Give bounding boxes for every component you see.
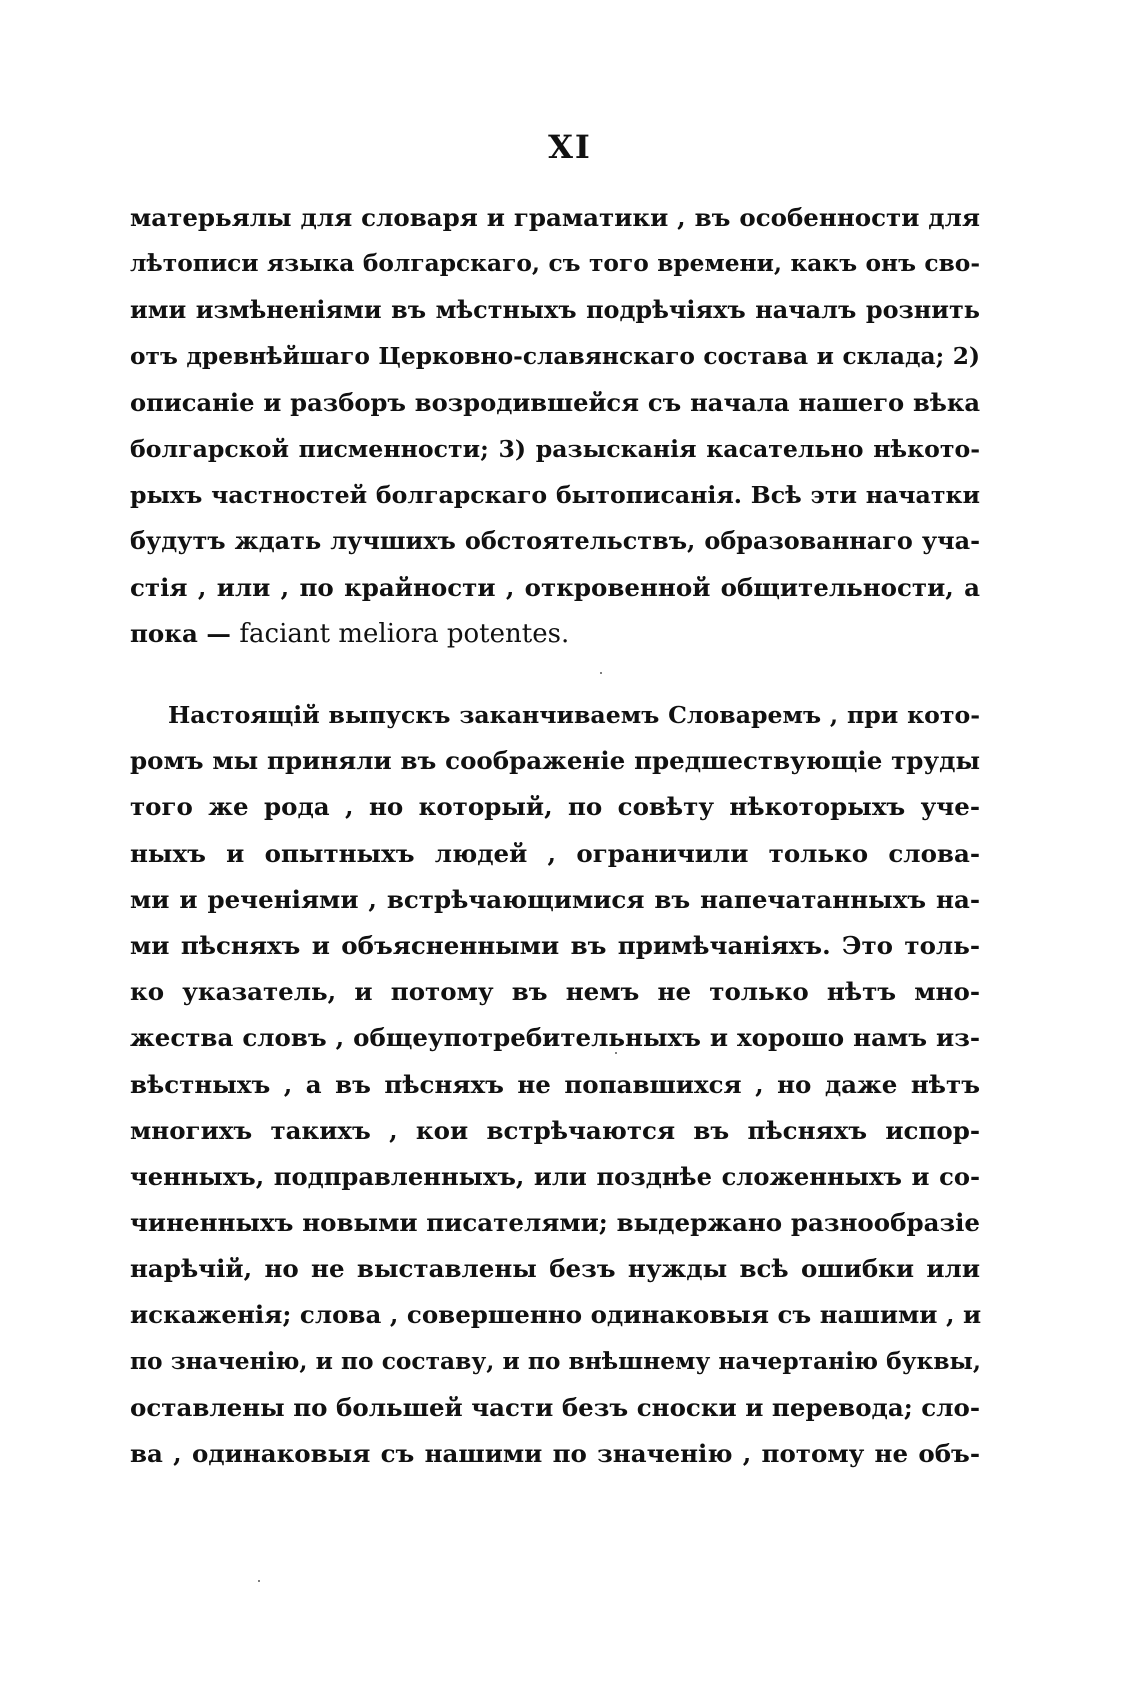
paragraph-2 (130, 692, 980, 1477)
text-line: вѣстныхъ , а въ пѣсняхъ не попавшихся , но даже нѣтъ (130, 1069, 980, 1099)
text-line: жества словъ , общеупотребительныхъ и хорошо намъ из- (130, 1023, 980, 1053)
text-line: отъ древнѣйшаго Церковно-славянскаго состава и склада; 2) (130, 342, 980, 370)
text-line: ныхъ и опытныхъ людей , ограничили только слова- (130, 838, 980, 868)
page-number: XI (548, 128, 592, 166)
latin-quote: faciant meliora potentes. (239, 618, 570, 649)
text-line: матерьялы для словаря и граматики , въ особенности для (130, 203, 980, 232)
text-line: искаженія; слова , совершенно одинаковыя съ нашими , и (130, 1300, 982, 1330)
text-line: болгарской писменности; 3) разысканія касательно нѣкото- (130, 434, 980, 463)
text-line: ченныхъ, подправленныхъ, или позднѣе сложенныхъ и со- (130, 1161, 980, 1191)
scan-speck (600, 672, 602, 674)
text-line: ромъ мы приняли въ соображеніе предшествующіе труды (130, 746, 980, 776)
text-line: ми пѣсняхъ и объясненными въ примѣчаніяхъ. Это толь- (130, 930, 980, 960)
text-line: того же рода , но который, по совѣту нѣкоторыхъ уче- (130, 792, 980, 822)
text-line: рыхъ частностей болгарскаго бытописанія. Всѣ эти начатки (130, 481, 980, 510)
text-line: ва , одинаковыя съ нашими по значенію , потому не объ- (130, 1439, 980, 1468)
text-line: стія , или , по крайности , откровенной общительности, а (130, 572, 980, 602)
paragraph-1 (130, 195, 980, 657)
text-line: описаніе и разборъ возродившейся съ начала нашего вѣка (130, 387, 980, 417)
text-line: будутъ ждать лучшихъ обстоятельствъ, образованнаго уча- (130, 527, 980, 556)
text-line: ко указатель, и потому въ немъ не только нѣтъ мно- (130, 977, 980, 1007)
text-line: лѣтописи языка болгарскаго, съ того времени, какъ онъ сво- (130, 250, 980, 278)
text-line: по значенію, и по составу, и по внѣшнему начертанію буквы, (130, 1347, 982, 1375)
scan-speck (615, 1052, 617, 1054)
text-line: ми и реченіями , встрѣчающимися въ напечатанныхъ на- (130, 884, 980, 914)
text-line: оставлены по большей части безъ сноски и перевода; сло- (130, 1392, 981, 1422)
text-line: многихъ такихъ , кои встрѣчаются въ пѣсняхъ испор- (130, 1115, 980, 1145)
text-line-prefix: пока — (130, 618, 240, 648)
text-line-last (130, 611, 980, 657)
text-line: ими измѣненіями въ мѣстныхъ подрѣчіяхъ началъ рознить (130, 296, 980, 325)
text-line: чиненныхъ новыми писателями; выдержано разнообразіе (130, 1208, 980, 1238)
text-line: Настоящій выпускъ заканчиваемъ Словаремъ , при кото- (168, 701, 980, 729)
text-line: нарѣчій, но не выставлены безъ нужды всѣ ошибки или (130, 1254, 980, 1284)
scan-speck (258, 1580, 260, 1582)
